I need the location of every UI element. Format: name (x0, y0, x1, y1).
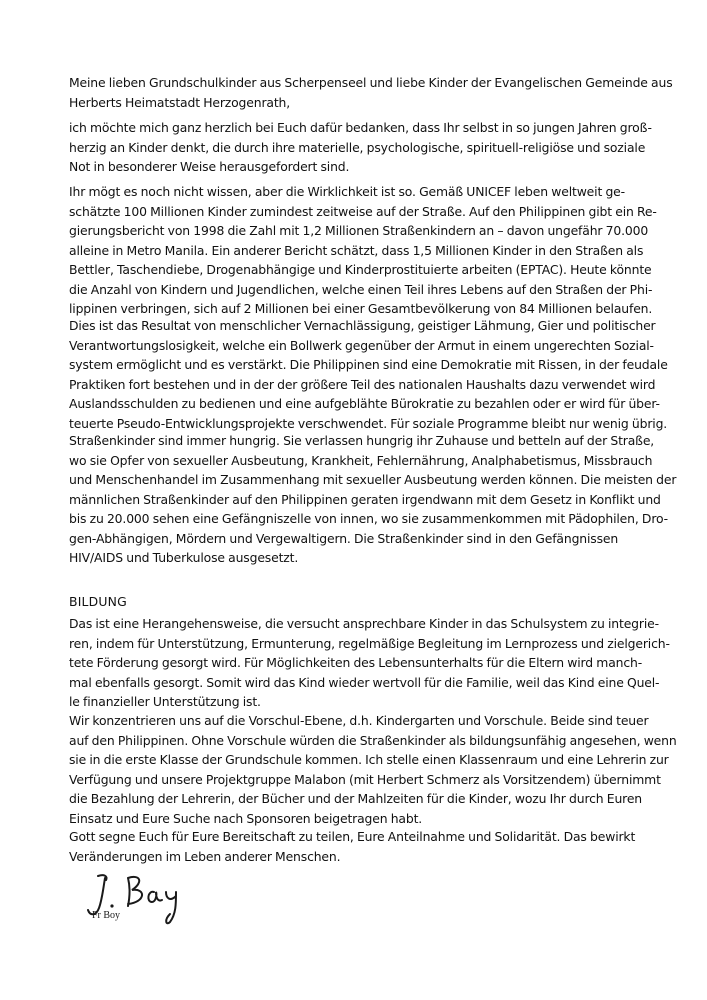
text-line: auf den Philippinen. Ohne Vorschule würden die Straßenkinder als bildungsunfähig angesehen, wenn (69, 732, 677, 748)
text-line: Verantwortungslosigkeit, welche ein Bollwerk gegenüber der Armut in einem ungerechten Sozial- (69, 337, 654, 353)
causes-paragraph (69, 316, 668, 433)
text-line: ren, indem für Unterstützung, Ermunterung, regelmäßige Begleitung im Lernprozess und zielgerich- (69, 635, 670, 651)
text-line: Veränderungen im Leben anderer Menschen. (69, 848, 341, 864)
education-approach-paragraph (69, 614, 670, 712)
text-line: herzig an Kinder denkt, die durch ihre materielle, psychologische, spirituell-religiöse und soziale (69, 139, 646, 155)
text-line: Bettler, Taschendiebe, Drogenabhängige und Kinderprostituierte arbeiten (EPTAC). Heute könnte (69, 262, 652, 277)
text-line: gen-Abhängigen, Mördern und Vergewaltigern. Die Straßenkinder sind in den Gefängnissen (69, 530, 619, 546)
text-line: lippinen verbringen, sich auf 2 Millionen bei einer Gesamtbevölkerung von 84 Millionen belaufen. (69, 301, 653, 316)
text-line: tete Förderung gesorgt wird. Für Möglichkeiten des Lebensunterhalts für die Eltern wird manch- (69, 655, 643, 670)
text-line: system ermöglicht und es verstärkt. Die Philippinen sind eine Demokratie mit Rissen, in der feudale (69, 357, 668, 372)
section-heading: BILDUNG (69, 594, 127, 609)
blessing-paragraph (69, 827, 651, 866)
text-line: und Menschenhandel im Zusammenhang mit sexueller Ausbeutung werden können. Die meisten der (69, 472, 677, 487)
signature (84, 868, 194, 928)
text-line: Wir konzentrieren uns auf die Vorschul-Ebene, d.h. Kindergarten und Vorschule. Beide sind teuer (69, 713, 649, 728)
text-line: Herberts Heimatstadt Herzogenrath, (69, 94, 291, 110)
preschool-paragraph (69, 711, 677, 828)
greeting-paragraph (69, 73, 673, 112)
text-line: sie in die erste Klasse der Grundschule kommen. Ich stelle einen Klassenraum und eine Lehrerin zur (69, 752, 669, 767)
text-line: die Anzahl von Kindern und Jugendlichen, welche einen Teil ihres Lebens auf den Straßen der Phi- (69, 281, 653, 297)
text-line: Straßenkinder sind immer hungrig. Sie verlassen hungrig ihr Zuhause und betteln auf der Straße, (69, 433, 655, 448)
thanks-paragraph (69, 118, 651, 177)
text-line: Meine lieben Grundschulkinder aus Scherpenseel und liebe Kinder der Evangelischen Gemeinde aus (69, 75, 673, 90)
text-line: wo sie Opfer von sexueller Ausbeutung, Krankheit, Fehlernährung, Analphabetismus, Missbrauch (69, 452, 653, 468)
text-line: Auslandsschulden zu bedienen und eine aufgeblähte Bürokratie zu bezahlen oder er wird für über- (69, 396, 660, 411)
text-line: HIV/AIDS und Tuberkulose ausgesetzt. (69, 550, 299, 565)
text-line: gierungsbericht von 1998 die Zahl mit 1,2 Millionen Straßenkindern an – davon ungefähr 70.000 (69, 223, 649, 238)
text-line: Not in besonderer Weise herausgefordert sind. (69, 159, 350, 174)
text-line: bis zu 20.000 sehen eine Gefängniszelle von innen, wo sie zusammenkommen mit Pädophilen, Dro- (69, 511, 668, 526)
signature-printed-name: Fr Boy (92, 910, 121, 921)
text-line: männlichen Straßenkinder auf den Philippinen geraten irgendwann mit dem Gesetz in Konflikt und (69, 491, 661, 507)
text-line: alleine in Metro Manila. Ein anderer Bericht schätzt, dass 1,5 Millionen Kinder in den Straßen als (69, 242, 644, 258)
text-line: Gott segne Euch für Eure Bereitschaft zu teilen, Eure Anteilnahme und Solidarität. Das bewirkt (69, 829, 636, 844)
text-line: Ihr mögt es noch nicht wissen, aber die Wirklichkeit ist so. Gemäß UNICEF leben weltweit ge- (69, 184, 625, 199)
text-line: Das ist eine Herangehensweise, die versucht ansprechbare Kinder in das Schulsystem zu integrie- (69, 616, 659, 631)
text-line: Verfügung und unsere Projektgruppe Malabon (mit Herbert Schmerz als Vorsitzendem) übernimmt (69, 771, 661, 787)
text-line: Praktiken fort bestehen und in der der größere Teil des nationalen Haushalts dazu verwendet wird (69, 376, 656, 392)
text-line: schätzte 100 Millionen Kinder zumindest zeitweise auf der Straße. Auf den Philippinen gibt ein Re- (69, 203, 657, 219)
text-line: Dies ist das Resultat von menschlicher Vernachlässigung, geistiger Lähmung, Gier und politischer (69, 318, 656, 333)
street-children-paragraph (69, 431, 677, 568)
text-line: teuerte Pseudo-Entwicklungsprojekte verschwendet. Für soziale Programme bleibt nur wenig übrig. (69, 415, 668, 431)
text-line: die Bezahlung der Lehrerin, der Bücher und der Mahlzeiten für die Kinder, wozu Ihr durch Euren (69, 791, 643, 806)
text-line: Einsatz und Eure Suche nach Sponsoren beigetragen habt. (69, 810, 423, 826)
statistics-paragraph (69, 182, 657, 319)
text-line: ich möchte mich ganz herzlich bei Euch dafür bedanken, dass Ihr selbst in so jungen Jahren groß- (69, 120, 652, 135)
text-line: le finanzieller Unterstützung ist. (69, 694, 261, 709)
text-line: mal ebenfalls gesorgt. Somit wird das Kind wieder wertvoll für die Familie, weil das Kind eine Quel- (69, 674, 660, 690)
